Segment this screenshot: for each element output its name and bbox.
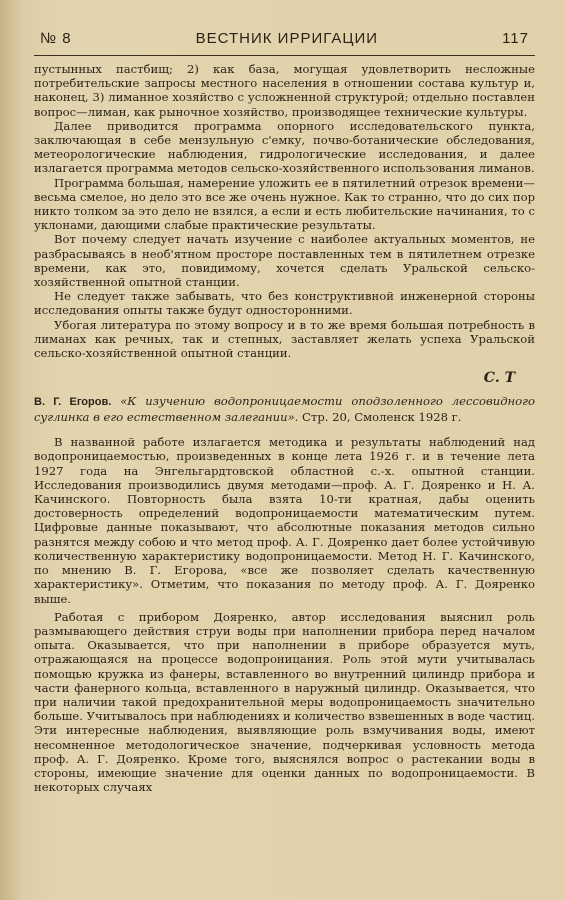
paragraph: пустынных пастбищ; 2) как база, могущая удовлетворить несложные потребительские запросы местного населения в отношении состава культур и, наконец, 3) лиманное хозяйство с усложненной структурой; отдельно поставлен вопрос—лиман, как рыночное хозяйство, производящее технические культуры.	[34, 62, 535, 119]
paragraph: Программа большая, намерение уложить ее в пятилетний отрезок времени—весьма смелое, но дело это все же очень нужное. Как то странно, что до сих пор никто толком за это дело не взялся, а если и есть любительские начинания, то с уклонами, дающими слабые практические результаты.	[34, 175, 535, 233]
header-rule	[34, 55, 535, 56]
paragraph: Вот почему следует начать изучение с наиболее актуальных моментов, не разбрасываясь в необ'ятном просторе поставленных тем в пятилетнем отрезке времени, как это, повидимому, хочется сделать Уральской сельско-хозяйственной опытной станции.	[34, 232, 535, 290]
paragraph: Далее приводится программа опорного исследовательского пункта, заключающая в себе мензульную с'емку, почво-ботанические обследования, метеорологические наблюдения, гидрологические исследования, и далее излагается программа методов сельско-хозяйственного использования лиманов.	[34, 118, 535, 176]
journal-title: ВЕСТНИК ИРРИГАЦИИ	[195, 30, 379, 47]
review-heading	[34, 394, 535, 425]
paragraph: В названной работе излагается методика и результаты наблюдений над водопроницаемостью, произведенных в конце лета 1926 г. и в течение лета 1927 года на Энгельгардтовской областной с.-х. опытной станции. Исследования производились двумя методами—проф. А. Г. Дояренко и Н. А. Качинского. Повторность была взята 10-ти кратная, дабы оценить достоверность определений водопроницаемости математическим путем. Цифровые данные показывают, что абсолютные показания методов сильно разнятся между собою и что метод проф. А. Г. Дояренко дает более устойчивую количественную характеристику водопроницаемости. Метод Н. Г. Качинского, по мнению В. Г. Егорова, «все же позволяет сделать качественную характеристику». Отметим, что показания по методу проф. А. Г. Дояренко выше.	[34, 435, 535, 606]
issue-number: № 8	[40, 30, 72, 47]
review-author: В. Г. Егоров.	[34, 396, 112, 409]
paragraph: Работая с прибором Дояренко, автор исследования выяснил роль размывающего действия струи воды при наполнении прибора перед началом опыта. Оказывается, что при наполнении в приборе образуется муть, отражающаяся на процессе водопроницания. Роль этой мути учитывалась помощью кружка из фанеры, вставленного во внутренний цилиндр прибора и части фанерного кольца, вставленного в наружный цилиндр. Оказывается, что при наличии такой предохранительной меры водопроницаемость значительно больше. Учитывалось при наблюдениях и количество взвешенных в воде частиц. Эти интересные наблюдения, выявляющие роль взмучивания воды, имеют несомненное методологическое значение, подчеркивая условность метода проф. А. Г. Дояренко. Кроме того, выяснялся вопрос о растекании воды в стороны, имеющие значение для оценки данных по водопроницаемости. В некоторых случаях	[34, 609, 535, 795]
article-body	[34, 62, 535, 794]
review-meta: Стр. 20, Смоленск 1928 г.	[302, 410, 462, 425]
paragraph: Убогая литература по этому вопросу и в то же время большая потребность в лиманах как речных, так и степных, заставляет желать успеха Уральской сельско-хозяйственной опытной станции.	[34, 317, 535, 361]
page-number: 117	[502, 30, 529, 47]
page-header	[34, 30, 535, 47]
review-title: «К изучению водопроницаемости оподзоленного лессовидного суглинка в его естественном залегании».	[34, 394, 535, 425]
paragraph: Не следует также забывать, что без конструктивной инженерной стороны исследования опыты также будут односторонними.	[34, 289, 535, 318]
signature: С. Т	[483, 370, 515, 387]
